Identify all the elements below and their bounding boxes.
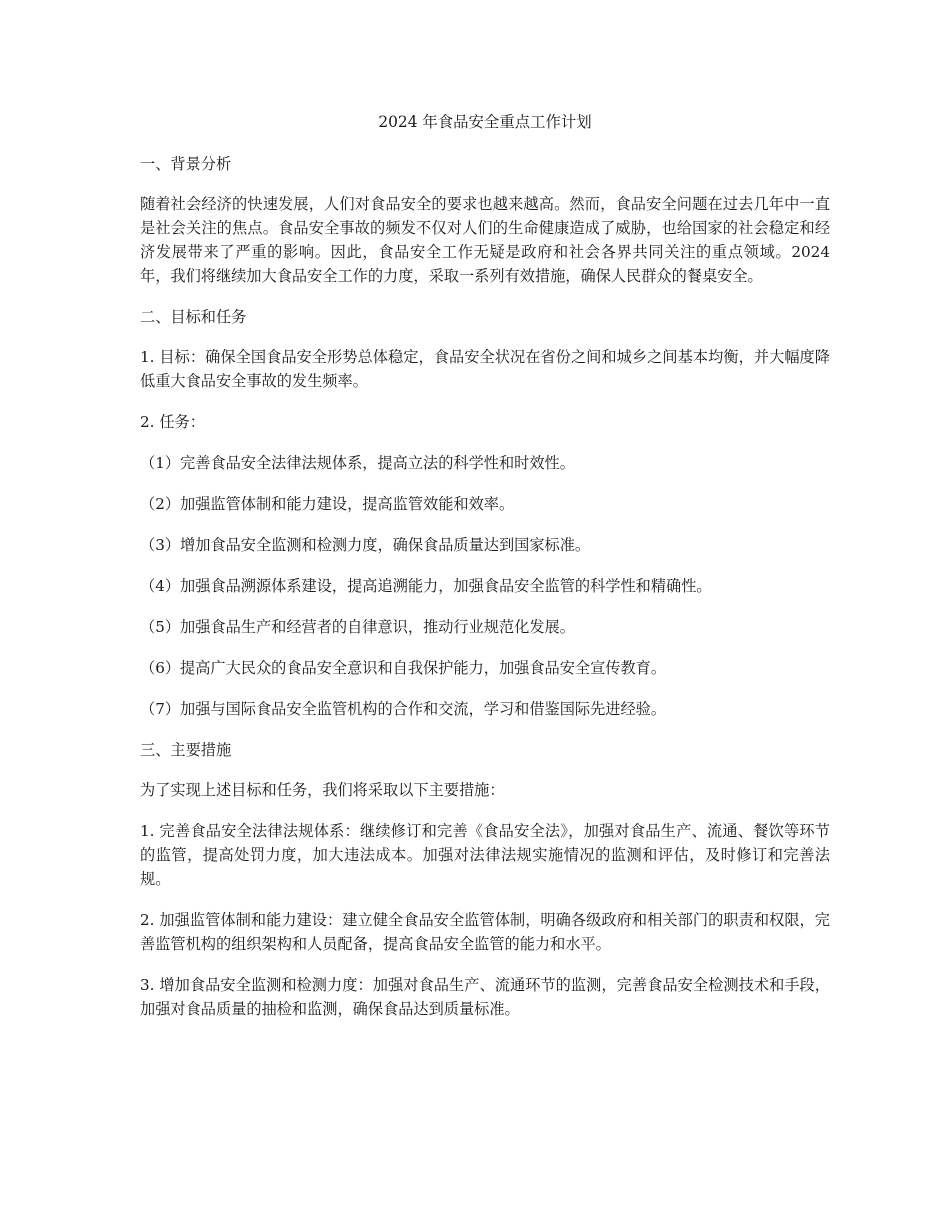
measure-paragraph: 1. 完善食品安全法律法规体系：继续修订和完善《食品安全法》，加强对食品生产、流通、餐饮等环节的监管，提高处罚力度，加大违法成本。加强对法律法规实施情况的监测和评估，及时修订和完善法规。 <box>140 822 830 888</box>
task-item: （1）完善食品安全法律法规体系，提高立法的科学性和时效性。 <box>140 454 575 472</box>
document-body <box>140 110 830 1038</box>
section-heading-measures: 三、主要措施 <box>140 741 232 759</box>
measure-paragraph: 2. 加强监管体制和能力建设：建立健全食品安全监管体制，明确各级政府和相关部门的职责和权限，完善监管机构的组织架构和人员配备，提高食品安全监管的能力和水平。 <box>140 911 830 953</box>
measures-intro: 为了实现上述目标和任务，我们将采取以下主要措施： <box>140 781 505 799</box>
task-item: （3）增加食品安全监测和检测力度，确保食品质量达到国家标准。 <box>140 536 591 554</box>
measure-paragraph: 3. 增加食品安全监测和检测力度：加强对食品生产、流通环节的监测，完善食品安全检测技术和手段，加强对食品质量的抽检和监测，确保食品达到质量标准。 <box>140 976 830 1018</box>
background-paragraph: 随着社会经济的快速发展，人们对食品安全的要求也越来越高。然而，食品安全问题在过去几年中一直是社会关注的焦点。食品安全事故的频发不仅对人们的生命健康造成了威胁，也给国家的社会稳定和经济发展带来了严重的影响。因此，食品安全工作无疑是政府和社会各界共同关注的重点领域。2024 年，我们将继续加大食品安全工作的力度，采取一系列有效措施，确保人民群众的餐桌安全。 <box>140 195 830 285</box>
task-item: （7）加强与国际食品安全监管机构的合作和交流，学习和借鉴国际先进经验。 <box>140 700 667 718</box>
task-item: （2）加强监管体制和能力建设，提高监管效能和效率。 <box>140 495 515 513</box>
section-heading-background: 一、背景分析 <box>140 155 232 173</box>
task-item: （4）加强食品溯源体系建设，提高追溯能力，加强食品安全监管的科学性和精确性。 <box>140 577 712 595</box>
section-heading-goals: 二、目标和任务 <box>140 308 247 326</box>
goal-paragraph: 1. 目标：确保全国食品安全形势总体稳定，食品安全状况在省份之间和城乡之间基本均衡，并大幅度降低重大食品安全事故的发生频率。 <box>140 348 830 390</box>
task-item: （5）加强食品生产和经营者的自律意识，推动行业规范化发展。 <box>140 618 575 636</box>
task-item: （6）提高广大民众的食品安全意识和自我保护能力，加强食品安全宣传教育。 <box>140 659 667 677</box>
document-title: 2024 年食品安全重点工作计划 <box>378 113 592 131</box>
tasks-label: 2. 任务： <box>140 413 205 431</box>
